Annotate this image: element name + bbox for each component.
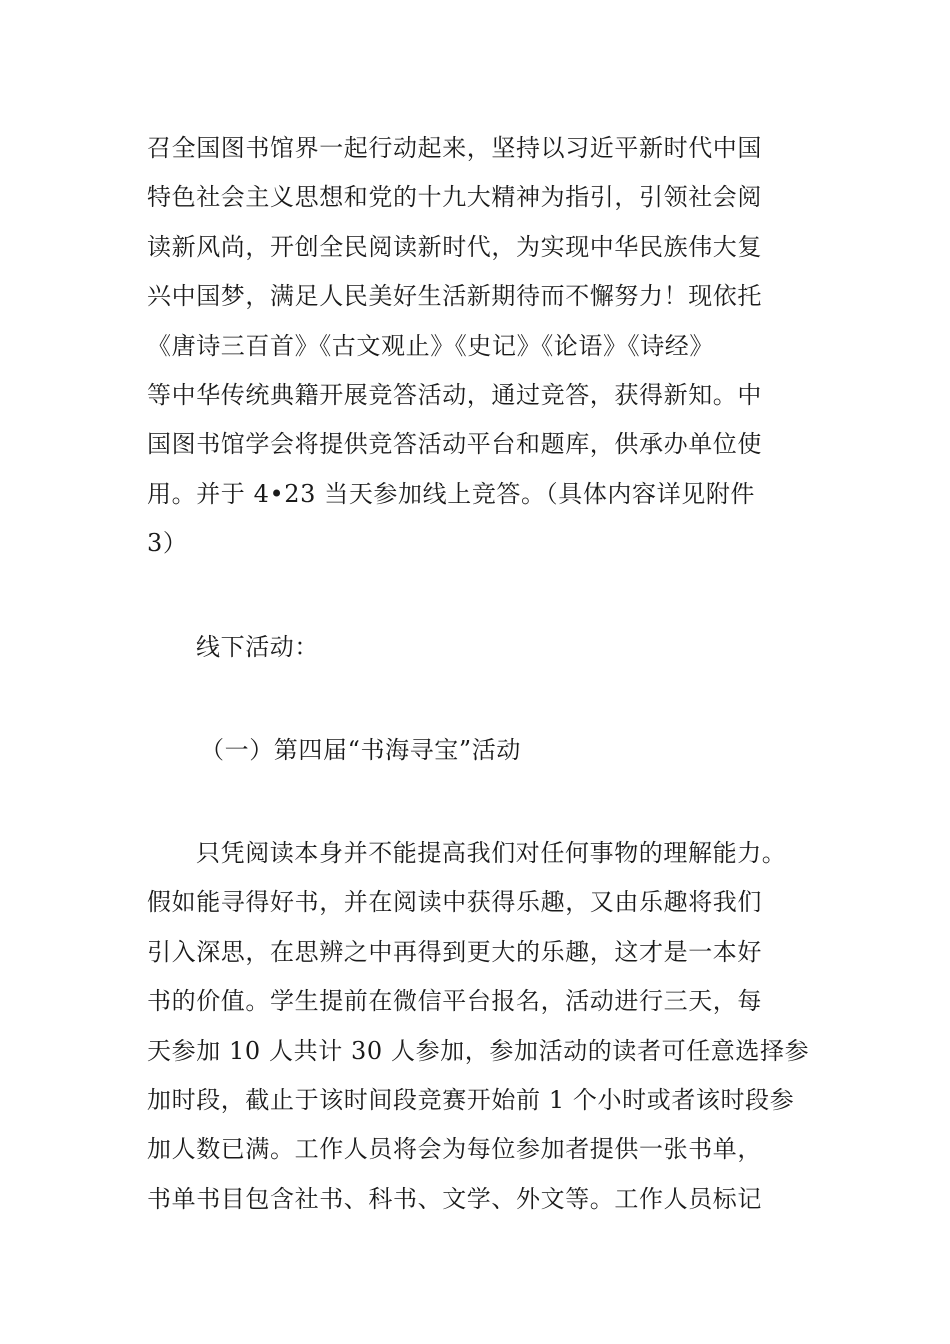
paragraph-line: 引入深思，在思辨之中再得到更大的乐趣，这才是一本好 <box>147 938 762 966</box>
paragraph-line: 书的价值。学生提前在微信平台报名，活动进行三天，每 <box>147 987 762 1015</box>
paragraph-line: 召全国图书馆界一起行动起来，坚持以习近平新时代中国 <box>147 134 762 162</box>
paragraph-line: 假如能寻得好书，并在阅读中获得乐趣，又由乐趣将我们 <box>147 888 762 916</box>
paragraph-line: 特色社会主义思想和党的十九大精神为指引，引领社会阅 <box>147 183 762 211</box>
paragraph-line: 书单书目包含社书、科书、文学、外文等。工作人员标记 <box>147 1185 762 1213</box>
paragraph-line: 3） <box>147 529 188 557</box>
paragraph-line: 天参加 10 人共计 30 人参加，参加活动的读者可任意选择参 <box>147 1037 810 1065</box>
paragraph-line: 加人数已满。工作人员将会为每位参加者提供一张书单， <box>147 1135 762 1163</box>
section-heading-offline: 线下活动： <box>196 633 319 661</box>
paragraph-line: 读新风尚，开创全民阅读新时代，为实现中华民族伟大复 <box>147 233 762 261</box>
paragraph-line: 国图书馆学会将提供竞答活动平台和题库，供承办单位使 <box>147 430 762 458</box>
paragraph-line: 等中华传统典籍开展竞答活动，通过竞答，获得新知。中 <box>147 381 762 409</box>
paragraph-line: 兴中国梦，满足人民美好生活新期待而不懈努力！现依托 <box>147 282 762 310</box>
paragraph-line: 加时段，截止于该时间段竞赛开始前 1 个小时或者该时段参 <box>147 1086 795 1114</box>
section-heading-event: （一）第四届“书海寻宝”活动 <box>200 736 521 764</box>
paragraph-line: 《唐诗三百首》《古文观止》《史记》《论语》《诗经》 <box>147 332 714 360</box>
paragraph-line: 用。并于 4•23 当天参加线上竞答。（具体内容详见附件 <box>147 480 756 508</box>
paragraph-line: 只凭阅读本身并不能提高我们对任何事物的理解能力。 <box>196 839 787 867</box>
